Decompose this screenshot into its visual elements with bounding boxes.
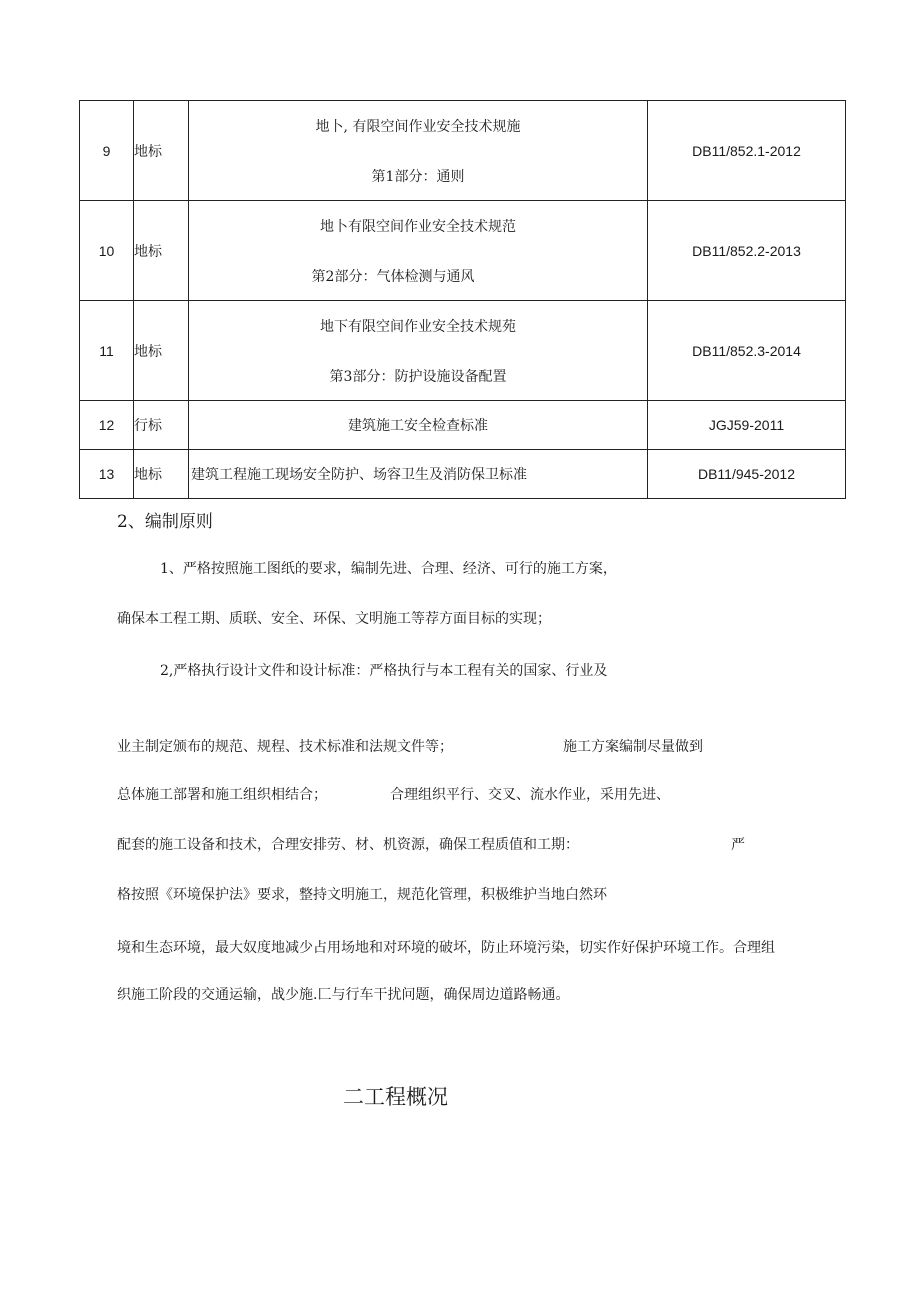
table-row: [80, 201, 846, 301]
paragraph-line: 总体施工部署和施工组织相结合；: [117, 787, 327, 803]
section-heading: 2、编制原则: [117, 512, 213, 532]
row-number: 10: [80, 201, 134, 301]
standards-table: [79, 100, 846, 499]
paragraph-line: 织施工阶段的交通运输，战少施.匚与行车干扰问题，确保周边道路畅通。: [117, 987, 570, 1003]
standard-type: 行标: [134, 401, 189, 450]
standard-type: 地标: [134, 450, 189, 499]
standard-code: JGJ59-2011: [648, 401, 846, 450]
paragraph-line: 严: [731, 837, 745, 853]
standard-name: [189, 201, 648, 301]
standard-code: DB11/852.2-2013: [648, 201, 846, 301]
table-row: [80, 301, 846, 401]
paragraph-line: 配套的施工设备和技术，合理安排劳、材、机资源，确保工程质值和工期：: [117, 837, 579, 853]
table-row: [80, 401, 846, 450]
paragraph-line: 1、严格按照施工图纸的要求，编制先进、合理、经济、可行的施工方案，: [160, 561, 617, 577]
paragraph-line: 境和生态环境，最大奴度地减少占用场地和对环境的破坏，防止环境污染，切实作好保护环境工作。合理组: [117, 940, 775, 956]
standard-type: 地标: [134, 201, 189, 301]
standard-name-line1: 地卜, 有限空间作业安全技术规施: [315, 118, 521, 135]
standard-name-line1: 地卜有限空间作业安全技术规范: [320, 218, 516, 235]
table-row: [80, 450, 846, 499]
standard-type: 地标: [134, 301, 189, 401]
standard-name: [189, 101, 648, 201]
paragraph-line: 2,严格执行设计文件和设计标准：严格执行与本工程有关的国家、行业及: [160, 663, 608, 679]
table-row: [80, 101, 846, 201]
paragraph-line: 确保本工程工期、质联、安全、环保、文明施工等荐方面目标的实现；: [117, 611, 551, 627]
standard-name: [189, 301, 648, 401]
standard-name: 建筑施工安全检查标准: [189, 401, 648, 450]
standard-name-line2: 第1部分：通则: [371, 168, 465, 185]
row-number: 11: [80, 301, 134, 401]
standard-code: DB11/852.1-2012: [648, 101, 846, 201]
row-number: 12: [80, 401, 134, 450]
standard-code: DB11/852.3-2014: [648, 301, 846, 401]
paragraph-line: 施工方案编制尽量做到: [563, 739, 703, 755]
standard-type: 地标: [134, 101, 189, 201]
row-number: 13: [80, 450, 134, 499]
standard-name-line2: 第2部分：气体检测与通风: [311, 268, 475, 285]
chapter-heading: 二工程概况: [343, 1085, 448, 1109]
paragraph-line: 格按照《环境保护法》要求，整持文明施工，规范化管理，积极维护当地白然环: [117, 887, 607, 903]
row-number: 9: [80, 101, 134, 201]
paragraph-line: 合理组织平行、交叉、流水作业，采用先进、: [390, 787, 670, 803]
standard-code: DB11/945-2012: [648, 450, 846, 499]
standard-name-line2: 第3部分：防护设施设备配置: [329, 368, 507, 385]
standard-name-line1: 地下有限空间作业安全技术规苑: [320, 318, 516, 335]
standard-name: 建筑工程施工现场安全防护、场容卫生及消防保卫标准: [189, 450, 648, 499]
paragraph-line: 业主制定颁布的规范、规程、技术标准和法规文件等；: [117, 739, 453, 755]
